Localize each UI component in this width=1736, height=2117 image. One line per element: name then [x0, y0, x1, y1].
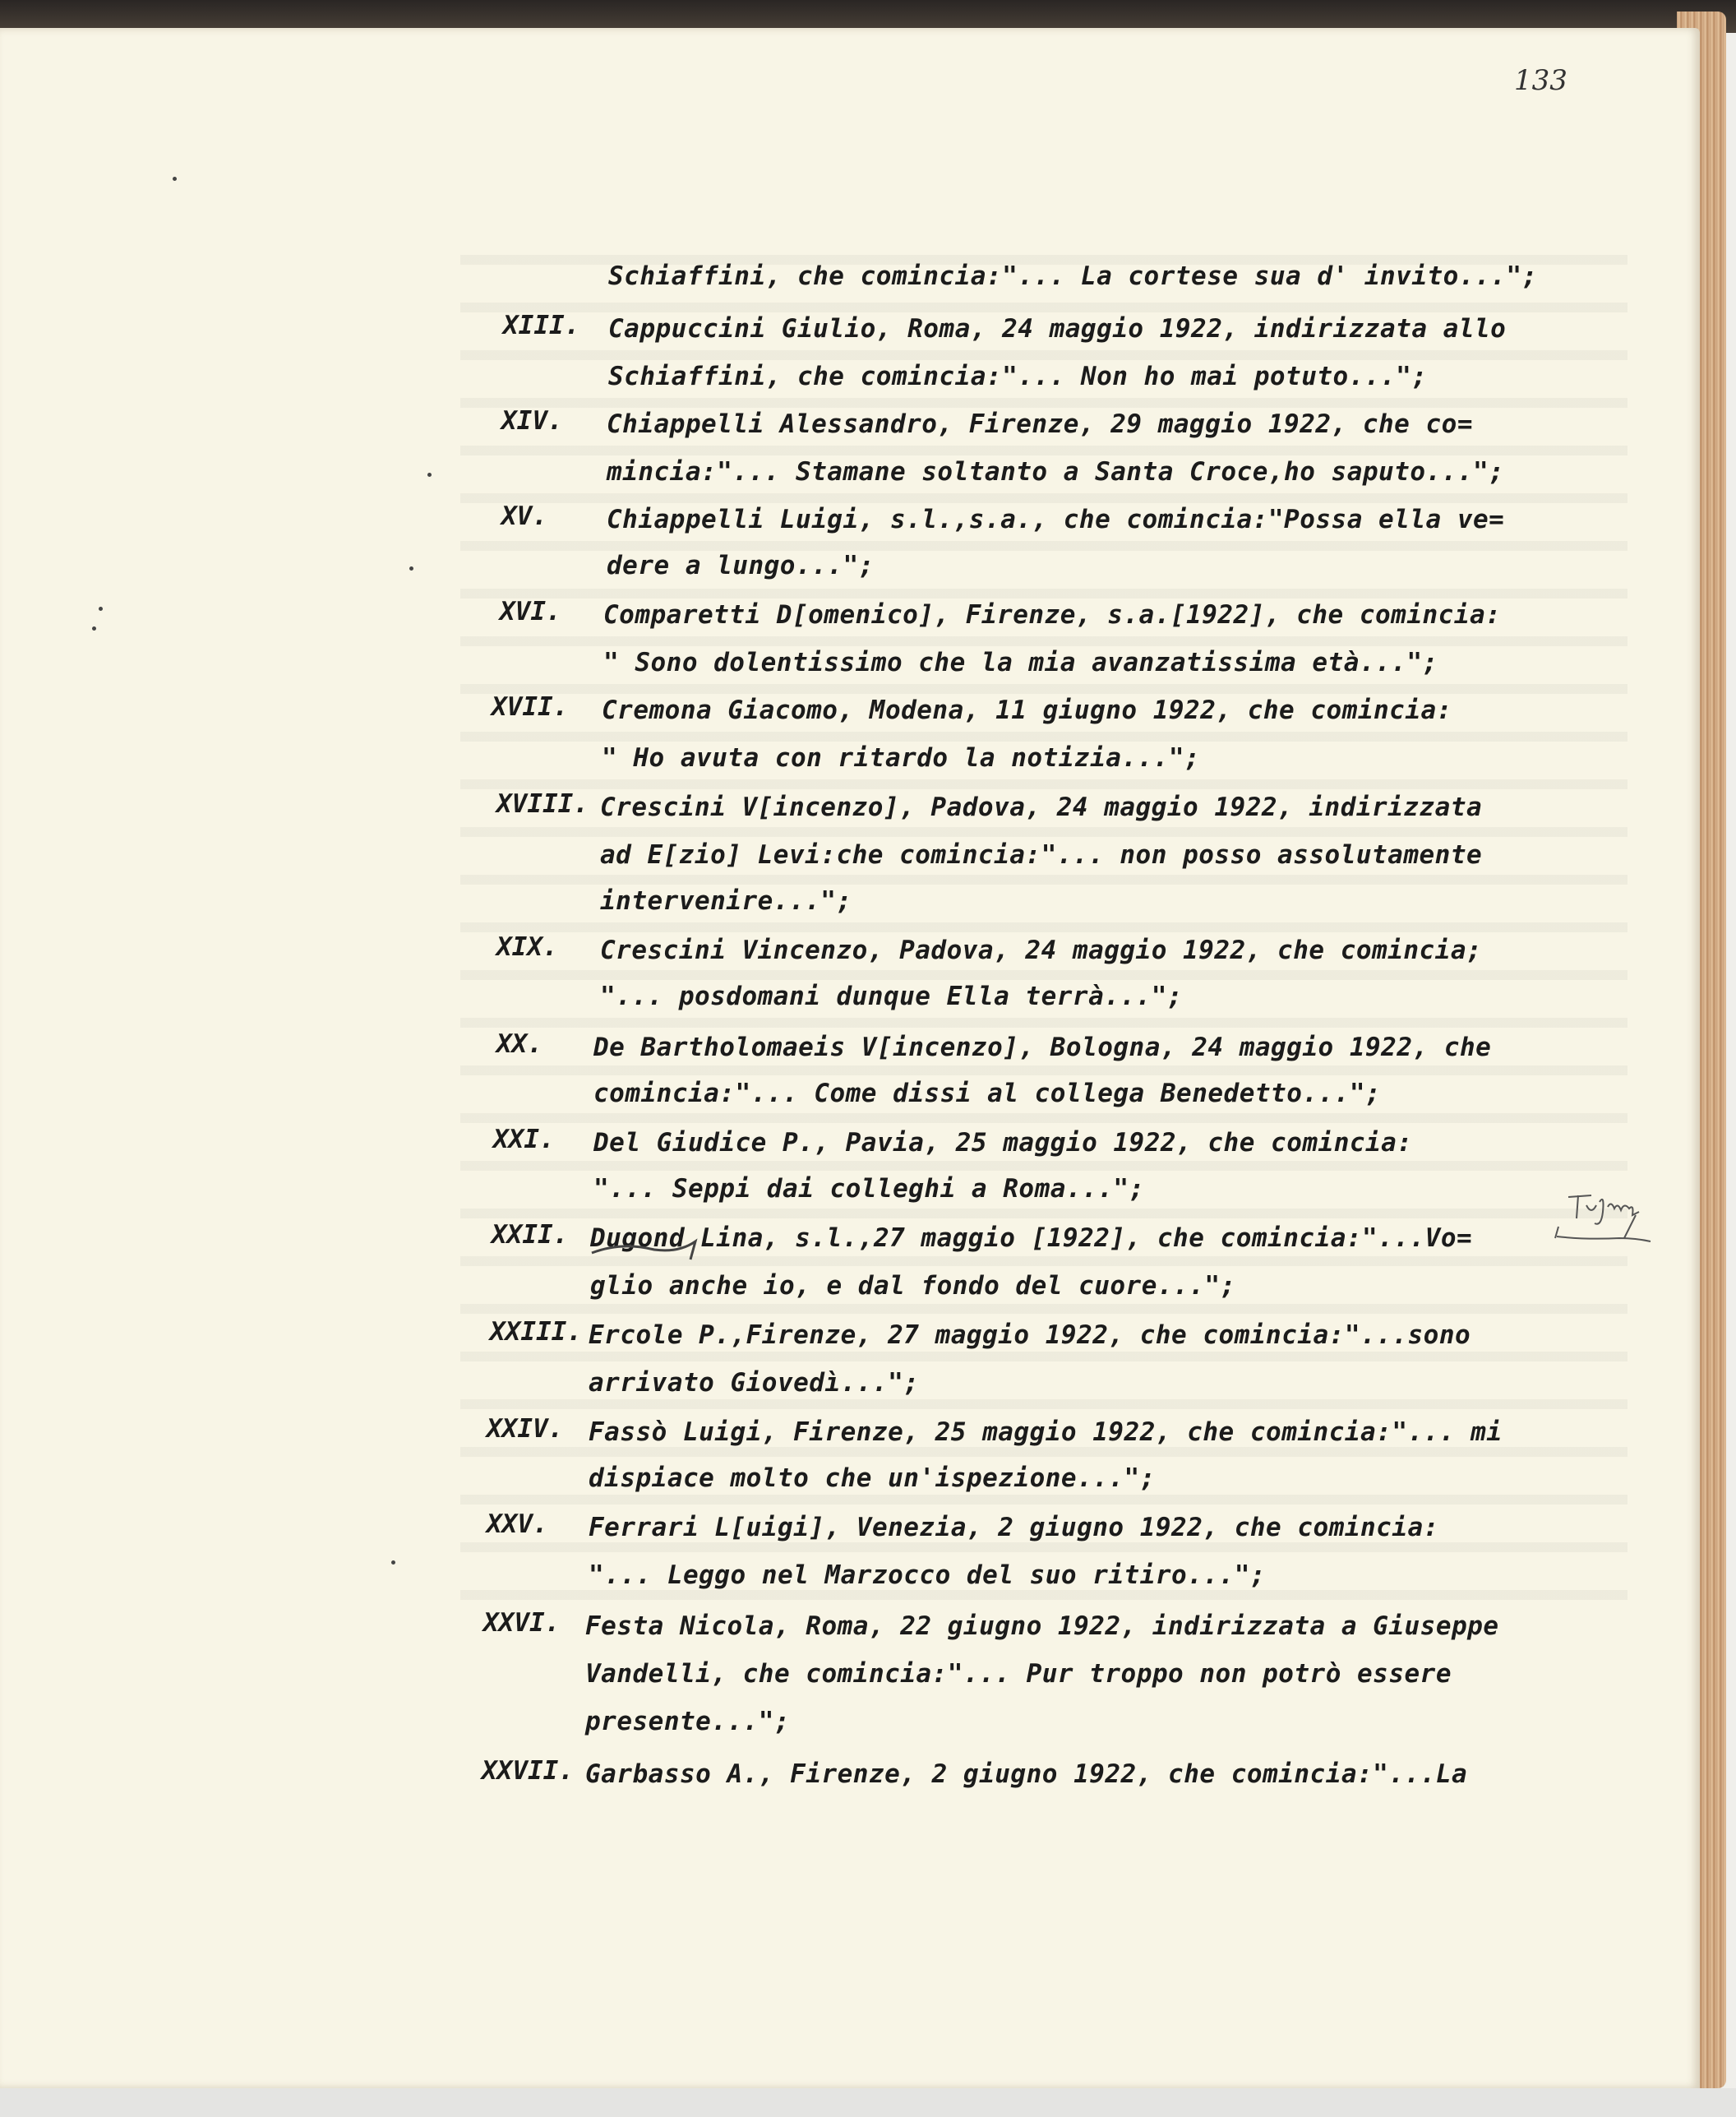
- entry-line: comincia:"... Come dissi al collega Benedetto...";: [593, 1079, 1382, 1108]
- entry-line: Cremona Giacomo, Modena, 11 giugno 1922, che comincia:: [602, 696, 1452, 725]
- entry-line: mincia:"... Stamane soltanto a Santa Croce,ho saputo...";: [607, 457, 1505, 487]
- entry-line: Schiaffini, che comincia:"... Non ho mai potuto...";: [608, 362, 1428, 391]
- entry-line: "... Leggo nel Marzocco del suo ritiro...";: [589, 1560, 1267, 1590]
- entry-line: Crescini Vincenzo, Padova, 24 maggio 1922, che comincia;: [600, 936, 1483, 965]
- entry-line: presente...";: [585, 1707, 791, 1736]
- entry-line: Fassò Luigi, Firenze, 25 maggio 1922, che comincia:"... mi: [589, 1417, 1503, 1447]
- entry-line: Dugond Lina, s.l.,27 maggio [1922], che comincia:"...Vo=: [590, 1223, 1473, 1253]
- entry-line: "... posdomani dunque Ella terrà...";: [600, 982, 1184, 1011]
- entry-line: Chiappelli Luigi, s.l.,s.a., che comincia:"Possa ella ve=: [607, 505, 1505, 534]
- handwritten-strike-mark: [589, 1217, 712, 1266]
- entry-line: " Sono dolentissimo che la mia avanzatissima età...";: [603, 648, 1438, 677]
- entry-line: "... Seppi dai colleghi a Roma...";: [593, 1174, 1145, 1204]
- entry-line: Crescini V[incenzo], Padova, 24 maggio 1922, indirizzata: [600, 793, 1483, 822]
- entry-numeral: XXI.: [493, 1125, 555, 1154]
- entry-numeral: XXII.: [492, 1220, 569, 1250]
- scan-bottom-border: [0, 2088, 1736, 2117]
- scan-speck: [173, 177, 177, 181]
- entry-line: Festa Nicola, Roma, 22 giugno 1922, indirizzata a Giuseppe: [585, 1611, 1499, 1641]
- entry-line: Del Giudice P., Pavia, 25 maggio 1922, che comincia:: [593, 1128, 1413, 1158]
- entry-line: Ferrari L[uigi], Venezia, 2 giugno 1922, che comincia:: [589, 1513, 1439, 1542]
- entry-line: glio anche io, e dal fondo del cuore...";: [590, 1271, 1236, 1301]
- entry-numeral: XXIV.: [487, 1414, 564, 1444]
- entry-line: Vandelli, che comincia:"... Pur troppo non potrò essere: [585, 1659, 1452, 1689]
- scan-speck: [409, 566, 413, 571]
- entry-numeral: XIII.: [503, 311, 580, 340]
- entry-numeral: XXIII.: [490, 1317, 582, 1347]
- entry-line: De Bartholomaeis V[incenzo], Bologna, 24 maggio 1922, che: [593, 1033, 1492, 1062]
- scan-speck: [99, 607, 103, 611]
- entry-line: Garbasso A., Firenze, 2 giugno 1922, che comincia:"...La: [585, 1759, 1468, 1789]
- scan-speck: [427, 473, 432, 477]
- entry-line: arrivato Giovedì...";: [589, 1368, 920, 1398]
- page-number: 133: [1514, 64, 1567, 97]
- entry-numeral: XIV.: [501, 406, 563, 436]
- entry-line: Comparetti D[omenico], Firenze, s.a.[1922], che comincia:: [603, 600, 1502, 630]
- entry-numeral: XVII.: [492, 692, 569, 722]
- entry-line: Ercole P.,Firenze, 27 maggio 1922, che comincia:"...sono: [589, 1320, 1471, 1350]
- entry-numeral: XVI.: [500, 597, 561, 626]
- entry-numeral: XVIII.: [496, 789, 589, 819]
- entry-line: ad E[zio] Levi:che comincia:"... non posso assolutamente: [600, 840, 1483, 870]
- entry-numeral: XXVII.: [482, 1756, 574, 1786]
- entry-numeral: XV.: [501, 502, 547, 531]
- scan-speck: [391, 1560, 395, 1565]
- entry-line: dere a lungo...";: [607, 551, 875, 580]
- entry-line: Chiappelli Alessandro, Firenze, 29 maggio 1922, che co=: [607, 409, 1473, 439]
- entry-numeral: XIX.: [496, 932, 558, 962]
- entry-line: dispiace molto che un'ispezione...";: [589, 1463, 1156, 1493]
- entry-line: Cappuccini Giulio, Roma, 24 maggio 1922, indirizzata allo: [608, 314, 1507, 344]
- handwritten-margin-note: [1554, 1190, 1677, 1281]
- entry-numeral: XXVI.: [483, 1608, 561, 1638]
- entry-numeral: XXV.: [487, 1509, 548, 1539]
- entry-line: Schiaffini, che comincia:"... La cortese sua d' invito...";: [608, 261, 1538, 291]
- scan-speck: [92, 626, 96, 631]
- entry-line: intervenire...";: [600, 886, 852, 916]
- entry-line: " Ho avuta con ritardo la notizia...";: [602, 743, 1201, 773]
- entry-numeral: XX.: [496, 1029, 542, 1059]
